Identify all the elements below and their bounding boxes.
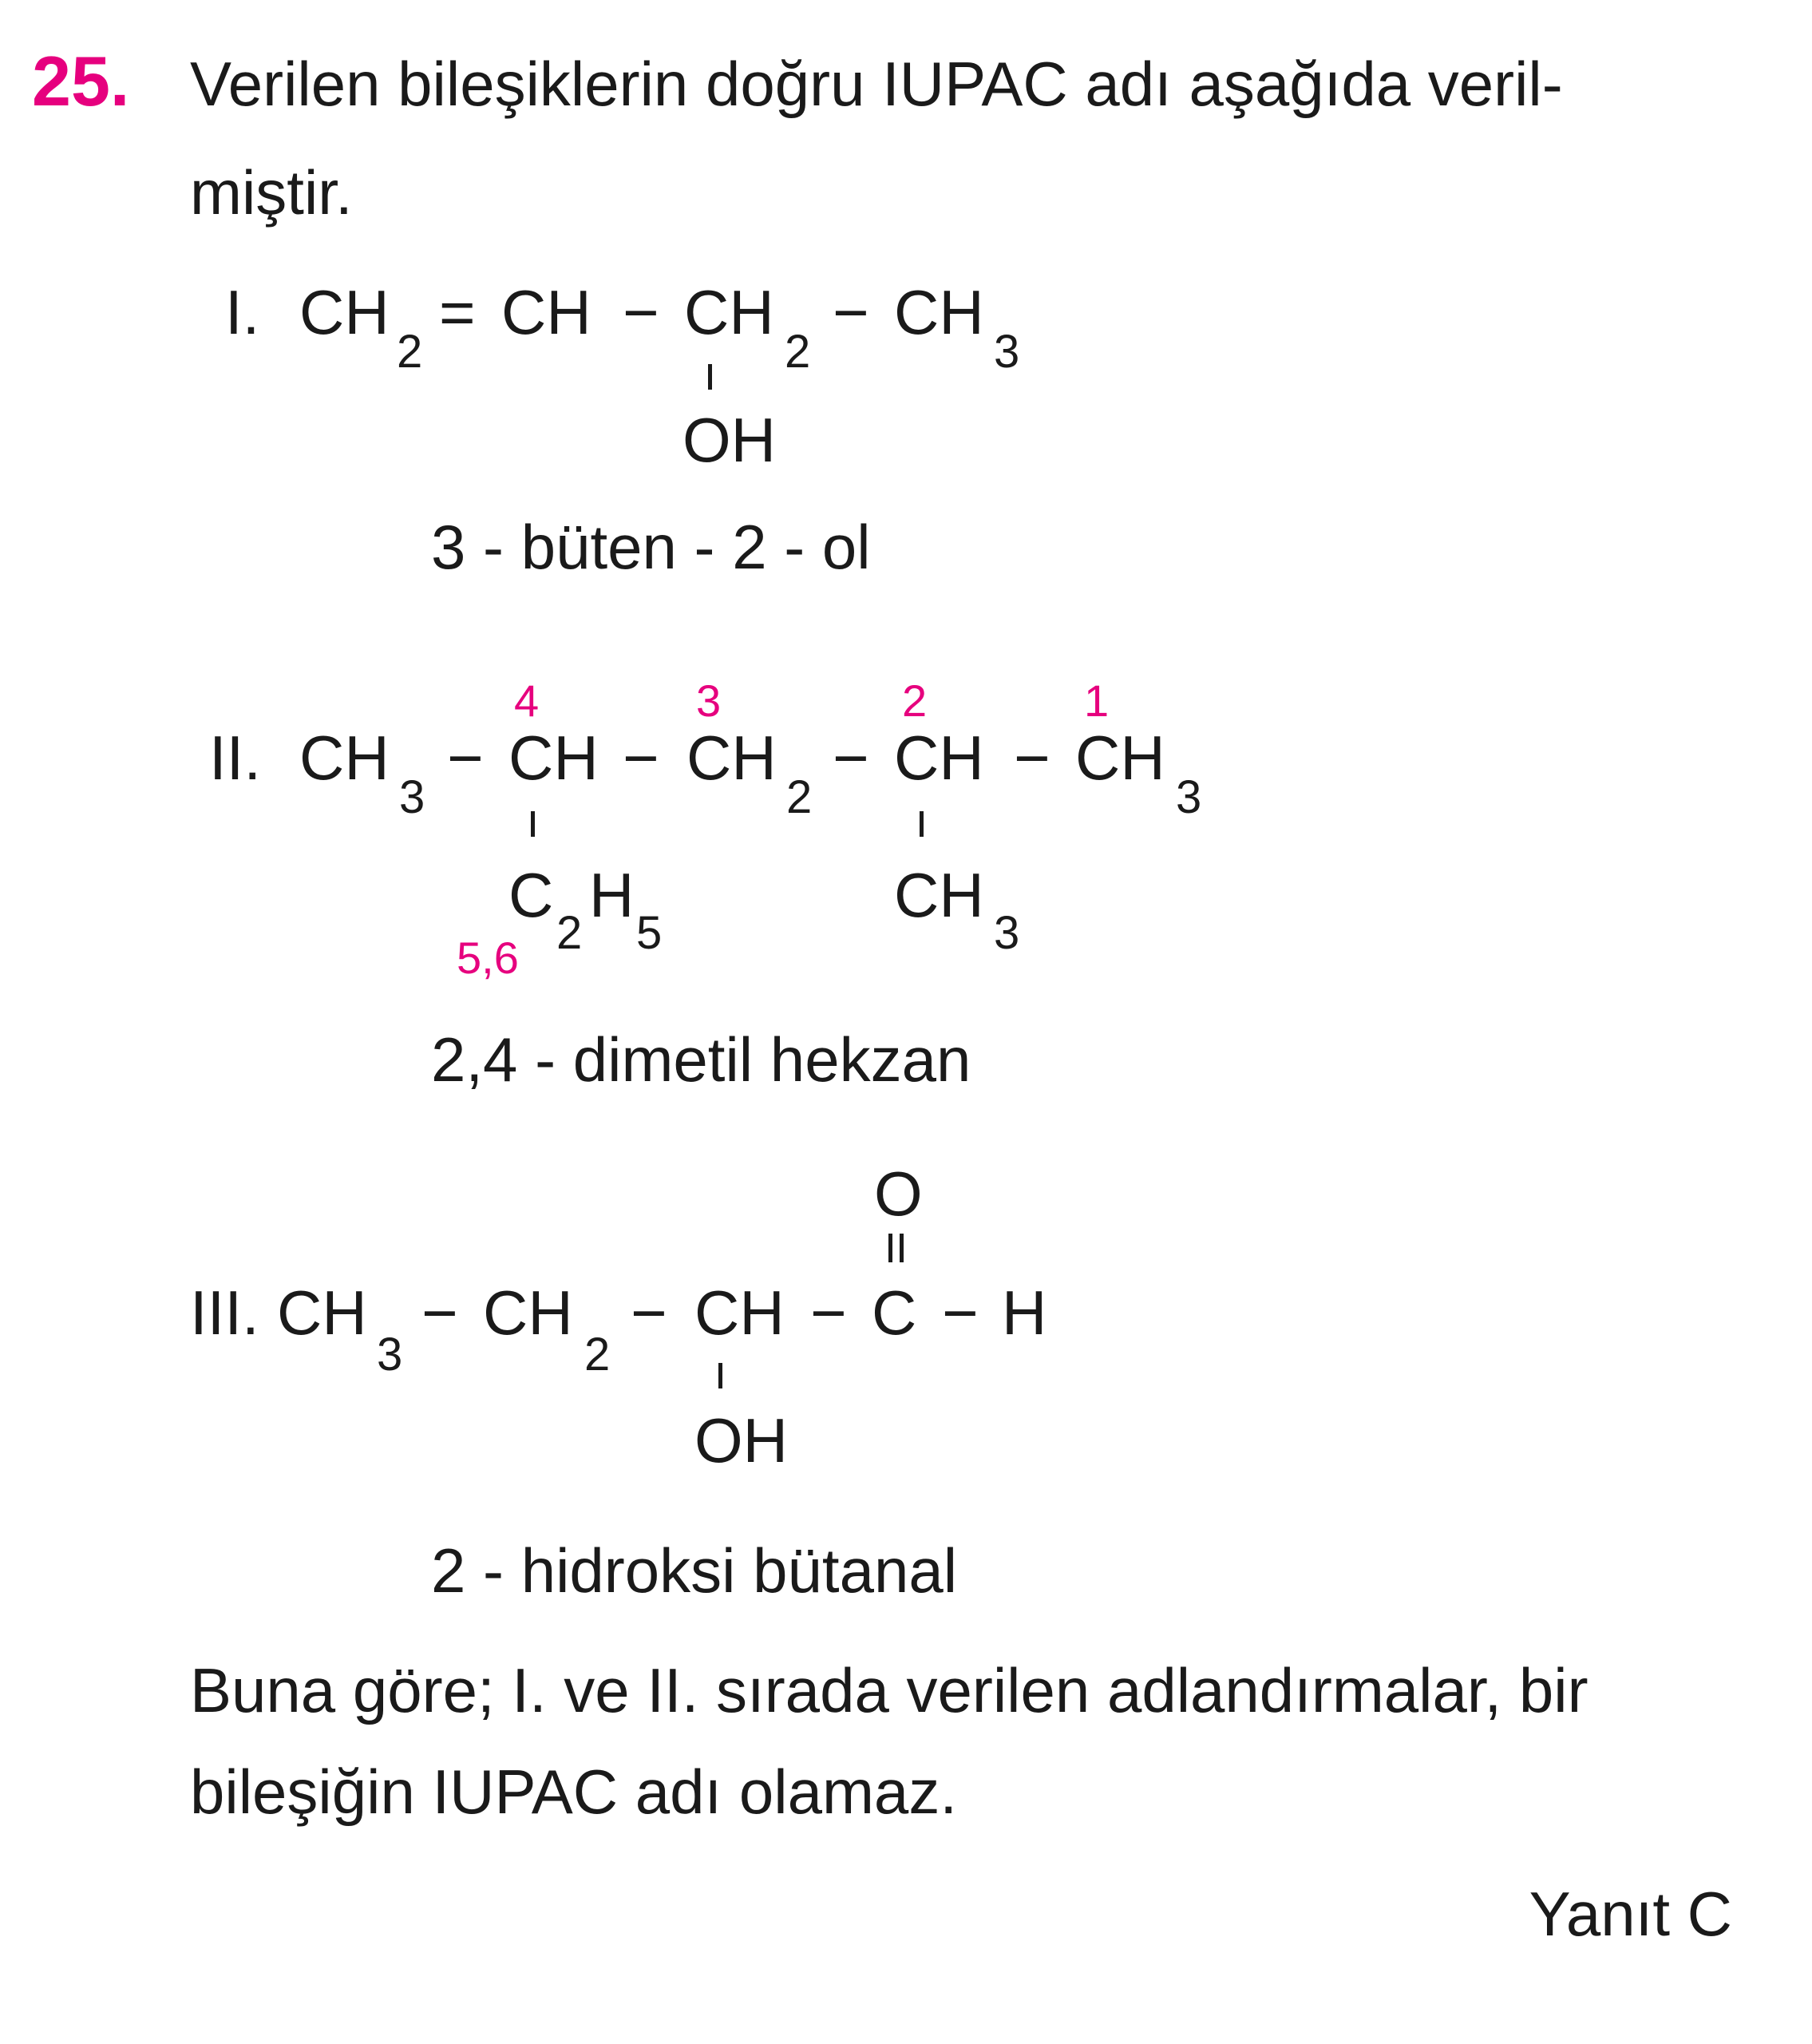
formula-text: H <box>589 860 635 930</box>
subscript: 3 <box>1176 771 1202 823</box>
formula-text: CH <box>483 1278 573 1348</box>
formula-text: − <box>631 1278 667 1348</box>
formula-text: OH <box>694 1405 788 1476</box>
subscript: 3 <box>377 1329 403 1380</box>
subscript: 3 <box>994 326 1020 378</box>
compound-3-name: 2 - hidroksi bütanal <box>431 1535 958 1606</box>
question-stem-line1: Verilen bileşiklerin doğru IUPAC adı aşağıda veril- <box>190 49 1563 119</box>
formula-text: CH <box>299 277 390 347</box>
formula-text: − <box>810 1278 847 1348</box>
formula-text: CH <box>894 860 984 930</box>
carbon-number: 1 <box>1084 675 1110 726</box>
formula-text: − <box>623 723 659 793</box>
carbon-number: 2 <box>902 675 928 726</box>
bond-line <box>920 811 924 837</box>
subscript: 3 <box>399 771 425 823</box>
compound-1-name: 3 - büten - 2 - ol <box>431 512 871 582</box>
question-stem-line2: miştir. <box>190 157 353 228</box>
formula-text: O <box>874 1159 923 1229</box>
subscript: 3 <box>994 907 1020 959</box>
carbon-number: 5,6 <box>457 933 519 983</box>
bond-line <box>531 811 535 837</box>
formula-text: OH <box>682 405 776 475</box>
compound-1-label: I. <box>225 277 260 347</box>
formula-text: − <box>833 723 869 793</box>
conclusion-line1: Buna göre; I. ve II. sırada verilen adlandırmalar, bir <box>190 1655 1588 1725</box>
formula-text: − <box>623 277 659 347</box>
carbon-number: 4 <box>514 675 540 726</box>
question-number: 25. <box>32 42 130 121</box>
formula-text: − <box>447 723 484 793</box>
subscript: 2 <box>584 1329 611 1380</box>
formula-text: − <box>1014 723 1050 793</box>
formula-text: CH <box>894 723 984 793</box>
formula-text: H <box>1002 1278 1047 1348</box>
formula-text: CH <box>299 723 390 793</box>
bond-line <box>888 1234 892 1262</box>
formula-text: − <box>421 1278 458 1348</box>
formula-text: − <box>942 1278 979 1348</box>
bond-line <box>708 364 712 390</box>
formula-text: = <box>439 277 476 347</box>
formula-text: C <box>872 1278 917 1348</box>
formula-text: CH <box>894 277 984 347</box>
formula-text: CH <box>1075 723 1165 793</box>
formula-text: CH <box>508 723 599 793</box>
formula-text: − <box>833 277 869 347</box>
bond-line <box>900 1234 904 1262</box>
formula-text: C <box>508 860 554 930</box>
subscript: 5 <box>636 907 663 959</box>
formula-text: CH <box>501 277 591 347</box>
bond-line <box>718 1363 722 1388</box>
conclusion-line2: bileşiğin IUPAC adı olamaz. <box>190 1757 957 1827</box>
formula-text: CH <box>684 277 774 347</box>
answer-label: Yanıt C <box>1529 1879 1732 1949</box>
carbon-number: 3 <box>696 675 722 726</box>
compound-3-label: III. <box>190 1278 259 1348</box>
subscript: 2 <box>786 771 813 823</box>
formula-text: CH <box>277 1278 367 1348</box>
compound-2-name: 2,4 - dimetil hekzan <box>431 1024 971 1095</box>
subscript: 2 <box>397 326 423 378</box>
subscript: 2 <box>556 907 583 959</box>
formula-text: CH <box>686 723 777 793</box>
subscript: 2 <box>785 326 811 378</box>
formula-text: CH <box>694 1278 785 1348</box>
compound-2-label: II. <box>209 723 262 793</box>
